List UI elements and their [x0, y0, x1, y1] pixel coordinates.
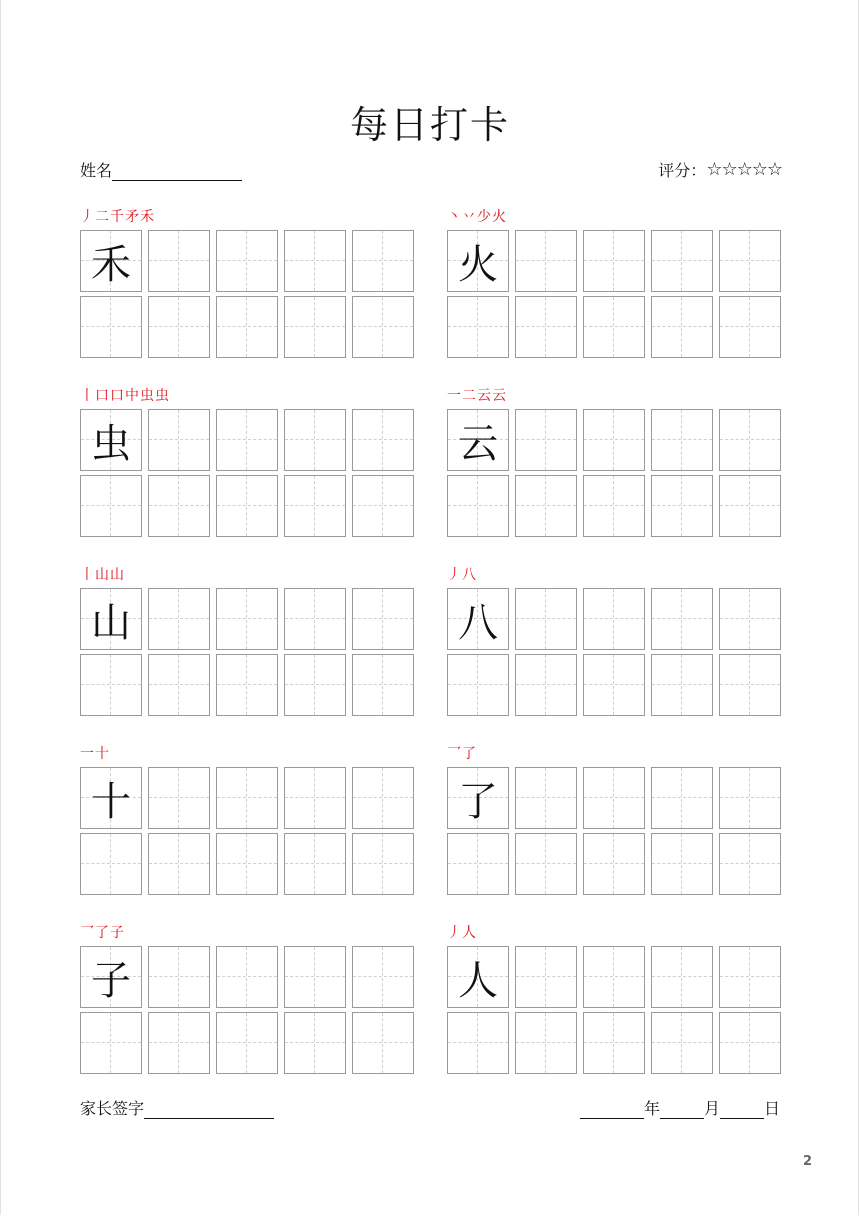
tianzige-cell[interactable] — [651, 946, 713, 1008]
tianzige-cell[interactable] — [148, 946, 210, 1008]
name-blank[interactable] — [112, 158, 242, 181]
stroke-step: 十 — [95, 746, 109, 762]
stroke-step: 口 — [110, 388, 124, 404]
stroke-order — [80, 383, 416, 405]
tianzige-cell[interactable] — [148, 296, 210, 358]
tianzige-cell[interactable] — [216, 654, 278, 716]
tianzige-cell[interactable] — [148, 588, 210, 650]
stroke-order — [447, 562, 783, 584]
tianzige-cell[interactable] — [80, 833, 142, 895]
grid-row — [80, 654, 416, 716]
grid-row — [447, 475, 783, 537]
grid-row — [80, 296, 416, 358]
stroke-order — [447, 383, 783, 405]
tianzige-cell[interactable] — [651, 654, 713, 716]
tianzige-cell[interactable] — [719, 767, 781, 829]
grid-row — [447, 767, 783, 829]
grid-row — [80, 946, 416, 1008]
stroke-step: 二 — [462, 388, 476, 404]
stroke-step: 丿 — [80, 209, 94, 225]
stroke-step: 乛 — [447, 746, 461, 762]
model-character: 虫 — [91, 420, 131, 467]
model-character: 火 — [458, 241, 498, 288]
tianzige-cell[interactable] — [352, 767, 414, 829]
tianzige-cell[interactable] — [583, 946, 645, 1008]
tianzige-cell[interactable] — [447, 296, 509, 358]
name-field — [80, 158, 242, 181]
grid-row — [80, 230, 416, 292]
stroke-step: 山 — [110, 567, 124, 583]
model-character: 八 — [458, 599, 498, 646]
tianzige-cell[interactable] — [515, 1012, 577, 1074]
tianzige-cell[interactable] — [651, 588, 713, 650]
tianzige-cell[interactable] — [148, 767, 210, 829]
tianzige-cell[interactable] — [148, 1012, 210, 1074]
tianzige-cell[interactable] — [583, 654, 645, 716]
stroke-step: 中 — [125, 388, 139, 404]
tianzige-cell[interactable] — [583, 833, 645, 895]
year-label: 年 — [643, 1099, 660, 1118]
tianzige-cell[interactable] — [352, 296, 414, 358]
stroke-step: 丿 — [447, 567, 461, 583]
tianzige-cell[interactable] — [148, 654, 210, 716]
tianzige-cell[interactable] — [515, 230, 577, 292]
grid-row — [80, 767, 416, 829]
tianzige-cell[interactable] — [515, 767, 577, 829]
tianzige-cell[interactable] — [583, 230, 645, 292]
stroke-step: 丷 — [462, 209, 476, 225]
parent-sign-label: 家长签字 — [80, 1099, 145, 1118]
score-field — [658, 158, 782, 181]
stroke-step: 一 — [447, 388, 461, 404]
tianzige-cell[interactable] — [80, 296, 142, 358]
model-character: 云 — [458, 420, 498, 467]
stroke-order — [447, 204, 783, 226]
tianzige-cell[interactable] — [352, 475, 414, 537]
tianzige-cell[interactable] — [515, 296, 577, 358]
tianzige-cell[interactable] — [80, 230, 142, 292]
tianzige-cell[interactable] — [216, 767, 278, 829]
tianzige-cell[interactable] — [352, 588, 414, 650]
char-block-7 — [447, 741, 783, 895]
stroke-step: 丶 — [447, 209, 461, 225]
tianzige-cell[interactable] — [148, 475, 210, 537]
stroke-step: 矛 — [125, 209, 139, 225]
stroke-order — [447, 920, 783, 942]
tianzige-cell[interactable] — [352, 230, 414, 292]
tianzige-cell[interactable] — [583, 588, 645, 650]
parent-signature — [80, 1096, 274, 1119]
tianzige-cell[interactable] — [651, 296, 713, 358]
year-blank[interactable] — [580, 1096, 644, 1119]
tianzige-cell[interactable] — [583, 475, 645, 537]
char-block-2 — [80, 383, 416, 537]
stroke-step: 八 — [462, 567, 476, 583]
tianzige-cell[interactable] — [651, 1012, 713, 1074]
tianzige-cell[interactable] — [719, 588, 781, 650]
name-label: 姓名 — [80, 161, 113, 180]
tianzige-cell[interactable] — [583, 296, 645, 358]
grid-row — [80, 409, 416, 471]
tianzige-cell[interactable] — [352, 1012, 414, 1074]
stroke-step: 虫 — [155, 388, 169, 404]
stroke-step: 虫 — [140, 388, 154, 404]
tianzige-cell[interactable] — [216, 296, 278, 358]
tianzige-cell[interactable] — [352, 833, 414, 895]
grid-row — [447, 296, 783, 358]
score-label: 评分： — [658, 161, 707, 180]
grid-row — [447, 833, 783, 895]
stroke-step: 少 — [477, 209, 491, 225]
stroke-step: 了 — [95, 925, 109, 941]
stroke-step: 丿 — [447, 925, 461, 941]
tianzige-cell[interactable] — [515, 654, 577, 716]
tianzige-cell[interactable] — [719, 409, 781, 471]
tianzige-cell[interactable] — [719, 296, 781, 358]
tianzige-cell[interactable] — [148, 409, 210, 471]
tianzige-cell[interactable] — [719, 475, 781, 537]
tianzige-cell[interactable] — [583, 409, 645, 471]
tianzige-cell[interactable] — [284, 833, 346, 895]
grid-row — [80, 833, 416, 895]
date-field — [580, 1096, 780, 1119]
stroke-order — [447, 741, 783, 763]
tianzige-cell[interactable] — [284, 296, 346, 358]
tianzige-cell[interactable] — [284, 230, 346, 292]
tianzige-cell[interactable] — [216, 946, 278, 1008]
tianzige-cell[interactable] — [352, 409, 414, 471]
tianzige-cell[interactable] — [583, 767, 645, 829]
tianzige-cell[interactable] — [515, 946, 577, 1008]
stroke-step: 乛 — [80, 925, 94, 941]
tianzige-cell[interactable] — [447, 475, 509, 537]
tianzige-cell[interactable] — [80, 409, 142, 471]
tianzige-cell[interactable] — [352, 654, 414, 716]
tianzige-cell[interactable] — [447, 654, 509, 716]
tianzige-cell[interactable] — [148, 833, 210, 895]
grid-row — [447, 409, 783, 471]
tianzige-cell[interactable] — [719, 1012, 781, 1074]
tianzige-cell[interactable] — [583, 1012, 645, 1074]
tianzige-cell[interactable] — [515, 409, 577, 471]
grid-row — [80, 1012, 416, 1074]
tianzige-cell[interactable] — [651, 767, 713, 829]
tianzige-cell[interactable] — [447, 1012, 509, 1074]
tianzige-cell[interactable] — [447, 409, 509, 471]
stroke-step: 子 — [110, 925, 124, 941]
tianzige-cell[interactable] — [216, 409, 278, 471]
month-blank[interactable] — [660, 1096, 704, 1119]
tianzige-cell[interactable] — [284, 409, 346, 471]
tianzige-cell[interactable] — [284, 767, 346, 829]
stroke-order — [80, 204, 416, 226]
stroke-step: 人 — [462, 925, 476, 941]
tianzige-cell[interactable] — [719, 946, 781, 1008]
stroke-order — [80, 562, 416, 584]
tianzige-cell[interactable] — [651, 409, 713, 471]
tianzige-cell[interactable] — [216, 833, 278, 895]
grid-row — [80, 588, 416, 650]
char-block-6 — [80, 741, 416, 895]
tianzige-cell[interactable] — [80, 946, 142, 1008]
tianzige-cell[interactable] — [216, 1012, 278, 1074]
model-character: 山 — [91, 599, 131, 646]
tianzige-cell[interactable] — [284, 654, 346, 716]
tianzige-cell[interactable] — [284, 1012, 346, 1074]
stroke-step: 山 — [95, 567, 109, 583]
tianzige-cell[interactable] — [216, 230, 278, 292]
model-character: 了 — [458, 778, 498, 825]
tianzige-cell[interactable] — [352, 946, 414, 1008]
model-character: 十 — [91, 778, 131, 825]
stroke-step: 了 — [462, 746, 476, 762]
tianzige-cell[interactable] — [651, 833, 713, 895]
tianzige-cell[interactable] — [651, 475, 713, 537]
model-character: 禾 — [91, 241, 131, 288]
char-block-4 — [80, 562, 416, 716]
tianzige-cell[interactable] — [80, 767, 142, 829]
tianzige-cell[interactable] — [148, 230, 210, 292]
tianzige-cell[interactable] — [447, 767, 509, 829]
tianzige-cell[interactable] — [216, 588, 278, 650]
tianzige-cell[interactable] — [719, 654, 781, 716]
model-character: 子 — [91, 957, 131, 1004]
tianzige-cell[interactable] — [447, 588, 509, 650]
char-block-9 — [447, 920, 783, 1074]
parent-sign-blank[interactable] — [144, 1096, 274, 1119]
stroke-step: 千 — [110, 209, 124, 225]
tianzige-cell[interactable] — [284, 946, 346, 1008]
tianzige-cell[interactable] — [447, 230, 509, 292]
day-blank[interactable] — [720, 1096, 764, 1119]
char-block-3 — [447, 383, 783, 537]
stroke-step: 丨 — [80, 388, 94, 404]
tianzige-cell[interactable] — [80, 654, 142, 716]
stroke-step: 一 — [80, 746, 94, 762]
tianzige-cell[interactable] — [284, 475, 346, 537]
grid-row — [80, 475, 416, 537]
stroke-step: 云 — [492, 388, 506, 404]
day-label: 日 — [763, 1099, 780, 1118]
grid-row — [447, 1012, 783, 1074]
page-title: 每日打卡 — [349, 103, 510, 147]
grid-row — [447, 946, 783, 1008]
tianzige-cell[interactable] — [80, 1012, 142, 1074]
char-block-0 — [80, 204, 416, 358]
tianzige-cell[interactable] — [216, 475, 278, 537]
char-block-8 — [80, 920, 416, 1074]
model-character: 人 — [458, 957, 498, 1004]
stroke-step: 二 — [95, 209, 109, 225]
stroke-step: 禾 — [140, 209, 154, 225]
stroke-step: 口 — [95, 388, 109, 404]
star-rating-icon[interactable]: ☆☆☆☆☆ — [706, 159, 782, 180]
tianzige-cell[interactable] — [447, 833, 509, 895]
stroke-step: 火 — [492, 209, 506, 225]
tianzige-cell[interactable] — [80, 588, 142, 650]
tianzige-cell[interactable] — [447, 946, 509, 1008]
char-block-5 — [447, 562, 783, 716]
stroke-order — [80, 920, 416, 942]
tianzige-cell[interactable] — [651, 230, 713, 292]
month-label: 月 — [703, 1099, 720, 1118]
tianzige-cell[interactable] — [515, 475, 577, 537]
stroke-order — [80, 741, 416, 763]
tianzige-cell[interactable] — [719, 833, 781, 895]
grid-row — [447, 230, 783, 292]
page-number: 2 — [802, 1154, 812, 1169]
grid-row — [447, 588, 783, 650]
tianzige-cell[interactable] — [80, 475, 142, 537]
tianzige-cell[interactable] — [515, 833, 577, 895]
stroke-step: 云 — [477, 388, 491, 404]
grid-row — [447, 654, 783, 716]
tianzige-cell[interactable] — [719, 230, 781, 292]
tianzige-cell[interactable] — [284, 588, 346, 650]
tianzige-cell[interactable] — [515, 588, 577, 650]
stroke-step: 丨 — [80, 567, 94, 583]
char-block-1 — [447, 204, 783, 358]
